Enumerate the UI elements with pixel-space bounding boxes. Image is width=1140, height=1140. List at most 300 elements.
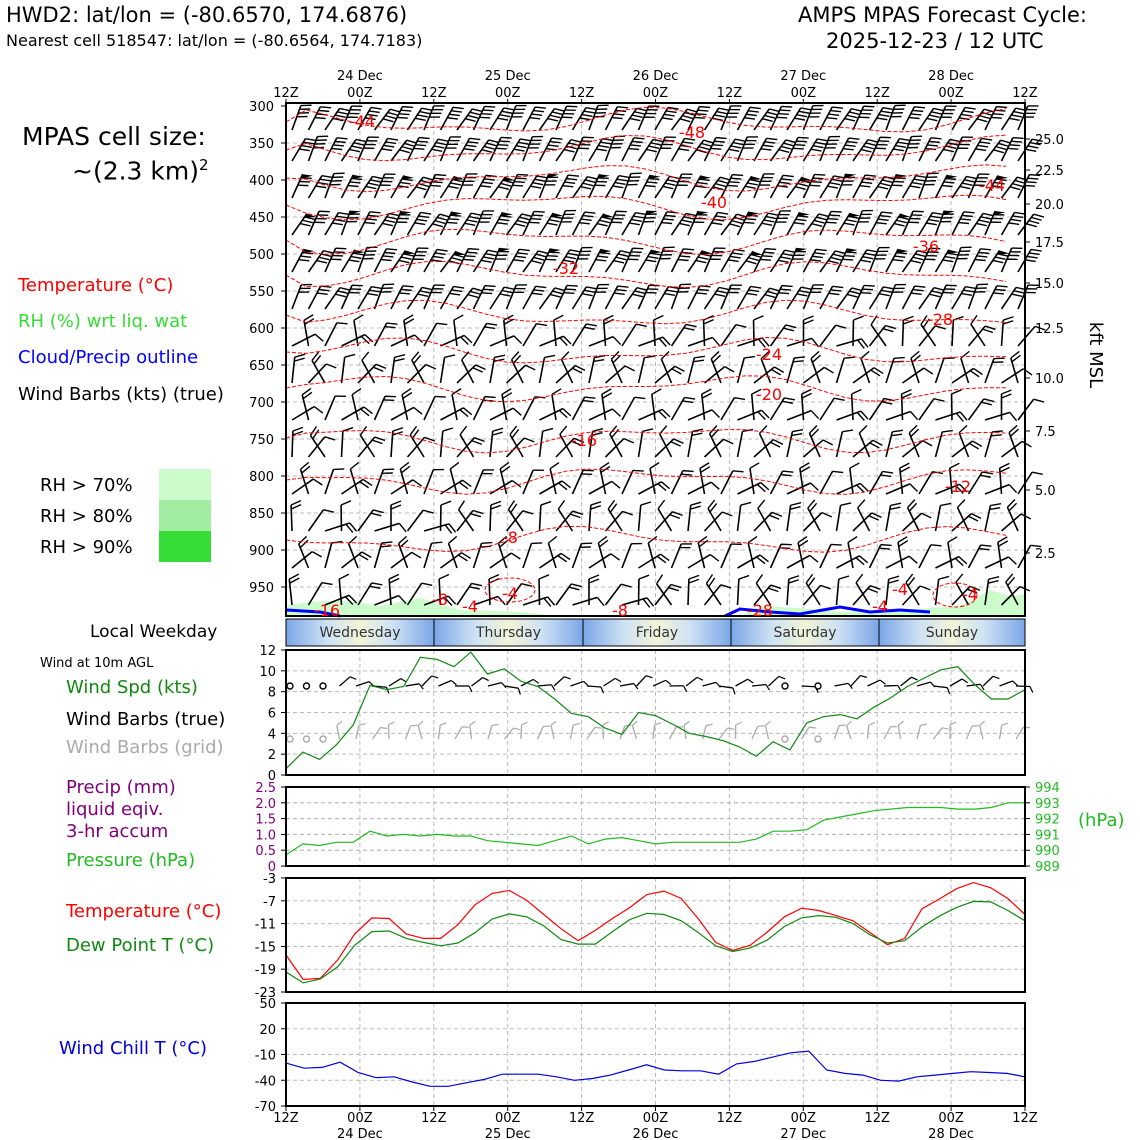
surface-barb — [1000, 680, 1018, 692]
calm-marker — [815, 736, 821, 742]
wind-barb — [606, 103, 629, 134]
wind-barb — [606, 247, 631, 277]
surface-barb-grid — [736, 722, 742, 739]
wind-barb — [540, 354, 556, 385]
wind-barb — [969, 245, 992, 276]
wind-barb — [573, 540, 593, 572]
wind-barb — [738, 501, 752, 532]
wind-barb — [408, 174, 434, 204]
wind-barb — [655, 104, 679, 135]
wind-barb — [754, 285, 780, 315]
height-tick-label: 5.0 — [1035, 484, 1056, 499]
surface-barb-grid — [765, 721, 775, 739]
bottom-time-label: 00Z — [494, 1111, 521, 1126]
wind-barb — [837, 338, 869, 356]
legend-rh90: RH > 90% — [40, 537, 133, 558]
wind-barb — [903, 103, 926, 134]
temperature-contour-label: -48 — [678, 123, 706, 142]
wind-barb — [804, 316, 814, 346]
legend-rh80: RH > 80% — [40, 506, 133, 527]
wind-barb — [573, 173, 598, 203]
top-time-label: 12Z — [716, 86, 743, 101]
weekday-bar — [286, 619, 1025, 646]
legend-precip-liquid: liquid eqiv. — [66, 799, 164, 820]
temperature-contour-label: -32 — [552, 259, 580, 278]
surface-barb-grid — [620, 723, 631, 741]
surface-barb-grid — [632, 721, 643, 739]
wind-barb — [771, 137, 797, 167]
weekday-name: Friday — [635, 625, 679, 641]
wind-barb — [474, 103, 496, 134]
wind-barb — [573, 209, 596, 240]
wind-barb — [507, 246, 530, 277]
surface-barb — [835, 683, 853, 692]
surface-barb — [917, 681, 935, 691]
data-series — [286, 652, 1025, 1086]
surface-barb — [703, 682, 721, 692]
wind-barb — [903, 208, 924, 239]
wind-barb — [523, 320, 547, 351]
wind-barb — [391, 173, 414, 203]
surface-barb-grid — [967, 723, 979, 741]
wind-barb — [408, 209, 432, 240]
wind-barb — [897, 537, 912, 568]
height-tick-label: 12.5 — [1035, 322, 1064, 337]
wind-barb — [501, 389, 516, 420]
wind-barb — [958, 425, 978, 457]
wind-barb — [837, 428, 853, 459]
top-time-label: 12Z — [273, 86, 299, 101]
pressure-tick-label: 750 — [249, 433, 274, 448]
wind-barb — [589, 246, 611, 276]
wind-barb — [919, 395, 944, 425]
surface-barb — [620, 683, 638, 692]
wind-barb — [787, 134, 809, 165]
wind-barb — [820, 395, 845, 426]
calm-marker — [320, 736, 326, 742]
wind-barb — [358, 361, 386, 390]
wind-barb — [738, 354, 755, 386]
calm-marker — [815, 683, 821, 689]
pressure-tick-label: 800 — [249, 470, 274, 485]
wind-barb — [389, 574, 401, 605]
wind-barb — [325, 539, 342, 571]
wind-barb — [688, 501, 701, 532]
bottom-date-label: 25 Dec — [484, 1127, 531, 1140]
wind-barb — [1002, 316, 1014, 347]
wind-barb — [886, 354, 905, 386]
wind-barb — [556, 363, 585, 391]
wind-barb — [985, 282, 1008, 313]
wind-barb — [1018, 396, 1044, 426]
wind-barb — [309, 247, 334, 277]
wind-barb — [837, 501, 852, 532]
wind-barb — [672, 394, 696, 425]
y-tick-label: -70 — [254, 1100, 276, 1115]
surface-barb-grid — [417, 721, 427, 739]
wind-barb — [738, 209, 760, 239]
top-time-label: 00Z — [642, 86, 669, 101]
height-tick-label: 25.0 — [1035, 133, 1064, 148]
bottom-time-label: 12Z — [421, 1111, 447, 1126]
legend-wind-barbs-grid: Wind Barbs (grid) — [66, 737, 224, 758]
wind-barb — [997, 537, 1011, 568]
wind-barb — [408, 507, 434, 537]
pressure-tick-label: 950 — [249, 581, 274, 596]
wind-barb — [424, 539, 442, 571]
wind-barb — [697, 536, 714, 568]
wind-barb — [606, 208, 627, 239]
wind-barb — [721, 467, 744, 498]
height-tick-label: 20.0 — [1035, 198, 1064, 213]
surface-barb — [884, 685, 901, 692]
wind-barb — [787, 210, 810, 240]
wind-barb — [292, 353, 305, 384]
wind-barb — [639, 354, 655, 385]
legend-pressure: Pressure (hPa) — [66, 850, 196, 871]
wind-barb — [490, 210, 513, 240]
temperature-contour-label: -12 — [944, 477, 972, 496]
surface-barb — [406, 683, 424, 692]
wind-barb — [860, 351, 879, 383]
surface-barb-grid — [835, 723, 846, 741]
wind-barb — [490, 501, 501, 531]
wind-barb — [747, 537, 763, 568]
bottom-time-label: 00Z — [790, 1111, 817, 1126]
wind-barb — [969, 106, 995, 136]
wind-barb — [424, 320, 447, 351]
wind-barb — [375, 466, 395, 498]
wind-barb — [622, 134, 645, 165]
y-tick-label-right: 991 — [1035, 828, 1060, 844]
y-tick-label: 6 — [267, 706, 276, 722]
temperature-contour — [286, 430, 1006, 453]
weekday-name: Saturday — [773, 625, 837, 641]
y-tick-label-right: 994 — [1035, 781, 1060, 796]
wind-barb — [969, 396, 995, 426]
wind-barb — [391, 282, 414, 313]
pressure-tick-label: 300 — [249, 100, 274, 115]
bottom-time-label: 12Z — [273, 1111, 299, 1126]
wind-barb — [936, 502, 952, 533]
wind-barb — [655, 208, 678, 239]
legend-dewpoint: Dew Point T (°C) — [66, 935, 215, 956]
surface-barb-grid — [505, 726, 520, 743]
wind-barb — [507, 171, 529, 202]
surface-barb-grid — [603, 722, 610, 739]
y-tick-label: -3 — [263, 872, 276, 887]
bottom-date-label: 28 Dec — [928, 1127, 975, 1140]
legend-temperature: Temperature (°C) — [18, 275, 174, 296]
nearest-cell-text: Nearest cell 518547: lat/lon = (-80.6564, 174.7183) — [6, 31, 423, 50]
surface-barb — [571, 680, 589, 691]
height-tick-label: 22.5 — [1035, 164, 1064, 179]
wind-barb — [672, 321, 697, 351]
y-tick-label-right: 992 — [1035, 812, 1060, 828]
temperature-contour-label: -28 — [926, 310, 954, 329]
wind-barb — [1018, 102, 1039, 134]
weekday-name: Wednesday — [319, 625, 401, 641]
wind-barb — [837, 246, 858, 277]
y-tick-label: 10 — [259, 664, 276, 680]
wind-barb — [622, 394, 645, 425]
wind-barb — [606, 436, 634, 464]
weekday-name: Thursday — [475, 625, 542, 641]
surface-barb — [637, 674, 653, 691]
wind-barb — [919, 468, 943, 499]
top-date-label: 26 Dec — [632, 69, 679, 84]
wind-barb — [721, 321, 746, 351]
wind-barb — [985, 428, 1003, 460]
weekday-label: Local Weekday — [90, 622, 218, 642]
wind-barb — [870, 395, 895, 425]
surface-barb-grid — [356, 722, 365, 740]
temperature-contour-label: -16 — [313, 601, 341, 620]
wind-barb — [787, 501, 801, 532]
bottom-time-label: 00Z — [347, 1111, 373, 1126]
y-tick-label: 12 — [259, 644, 276, 659]
wind-barb — [424, 211, 450, 241]
wind-barb — [801, 389, 813, 420]
legend-wind-speed: Wind Spd (kts) — [66, 677, 198, 698]
wind-barb — [441, 104, 464, 135]
cell-size-text: ~(2.3 km) — [72, 156, 199, 186]
wind-barb — [601, 389, 615, 420]
pressure-tick-label: 350 — [249, 137, 274, 152]
y-tick-label: -7 — [263, 894, 276, 910]
wind-barb — [301, 388, 318, 420]
wind-barb — [325, 284, 350, 314]
wind-barb — [556, 581, 582, 611]
wind-barb — [573, 321, 597, 352]
pressure-tick-label: 500 — [249, 248, 274, 263]
bottom-time-label: 12Z — [568, 1111, 595, 1126]
wind-barb — [622, 321, 647, 352]
legend-precip: Precip (mm) — [66, 777, 176, 798]
wind-barb — [608, 426, 631, 457]
wind-barb — [375, 106, 401, 136]
calm-marker — [782, 683, 788, 689]
height-tick-label: 17.5 — [1035, 236, 1064, 251]
wind-barb — [837, 354, 855, 386]
wind-barb — [523, 540, 542, 572]
surface-barb — [752, 684, 770, 692]
wind-barb — [540, 105, 565, 135]
temperature-contour-label: -4 — [962, 585, 978, 604]
wind-barb — [460, 352, 483, 383]
wind-barb — [701, 389, 714, 420]
wind-barb — [705, 209, 729, 240]
wind-barb — [299, 462, 318, 494]
wind-barb — [325, 319, 348, 350]
wind-barb — [474, 539, 493, 571]
wind-barb — [710, 351, 731, 383]
wind-barb — [375, 245, 398, 276]
wind-barb — [489, 575, 500, 605]
pressure-tick-label: 850 — [249, 507, 274, 522]
wind-barb — [457, 285, 483, 315]
wind-barb — [622, 284, 647, 314]
wind-barb — [655, 436, 684, 464]
surface-barb-grid — [571, 722, 580, 740]
wind-barb — [952, 316, 964, 346]
forecast-cycle-label: AMPS MPAS Forecast Cycle: — [798, 3, 1087, 27]
wind-barb — [952, 511, 981, 539]
wind-barb — [936, 172, 958, 202]
y-tick-label: 4 — [267, 727, 276, 743]
top-time-label: 00Z — [494, 86, 521, 101]
wind-barb — [474, 137, 500, 167]
surface-barb-grid — [469, 721, 477, 739]
wind-barb — [573, 394, 596, 425]
wind-barb — [936, 355, 955, 387]
wind-barb — [721, 211, 747, 241]
wind-barb — [738, 104, 761, 135]
wind-barb — [787, 428, 803, 459]
wind-barb — [787, 575, 799, 606]
legend-temperature-sfc: Temperature (°C) — [66, 901, 222, 922]
wind-barb — [457, 362, 486, 390]
wind-barb — [851, 390, 863, 420]
surface-barb-grid — [917, 723, 927, 741]
y-tick-label: -10 — [254, 1048, 276, 1064]
wind-barb — [985, 355, 1005, 387]
y-tick-label: 2 — [267, 748, 276, 764]
y-tick-label: 50 — [259, 997, 276, 1012]
y-tick-label: 20 — [259, 1022, 276, 1038]
top-date-label: 25 Dec — [484, 69, 531, 84]
wind-barb — [804, 211, 830, 241]
surface-barb — [455, 686, 472, 692]
wind-barb — [523, 248, 549, 278]
wind-barb — [853, 172, 876, 203]
wind-barb — [391, 427, 403, 458]
wind-barb — [403, 315, 417, 346]
legend-cloud: Cloud/Precip outline — [18, 347, 199, 368]
cell-size-sup: 2 — [199, 156, 209, 174]
y-tick-label: -40 — [254, 1074, 276, 1090]
wind-barb — [903, 511, 932, 539]
wind-barb — [999, 463, 1011, 494]
wind-barb — [886, 501, 901, 532]
wind-barb — [358, 208, 381, 239]
wind-barb — [639, 172, 661, 202]
temperature-contour-label: -4 — [502, 584, 518, 603]
wind-barb — [952, 104, 976, 135]
legend-precip-accum: 3-hr accum — [66, 821, 169, 842]
wind-barb — [951, 390, 962, 420]
wind-barb — [820, 283, 843, 314]
wind-barb — [947, 537, 962, 568]
wind-barb — [856, 500, 879, 531]
wind-barb — [820, 208, 842, 239]
wind-barb — [649, 463, 665, 494]
pressure-tick-label: 600 — [249, 322, 274, 337]
temperature-contour-label: -8 — [432, 590, 448, 609]
wind-barb — [309, 506, 334, 536]
surface-barb-grid — [538, 724, 551, 742]
top-date-label: 24 Dec — [336, 69, 383, 84]
y-tick-label-right: 989 — [1035, 860, 1060, 875]
wind-barb — [490, 353, 505, 384]
wind-barb — [391, 353, 405, 384]
wind-barb — [969, 542, 992, 573]
wind-barb — [449, 462, 466, 494]
temperature-contour-label: -20 — [755, 385, 783, 404]
y-tick-label: 2.5 — [255, 781, 276, 796]
height-tick-label: 15.0 — [1035, 277, 1064, 292]
y-tick-label: 2.0 — [255, 796, 276, 812]
station-title: HWD2: lat/lon = (-80.6570, 174.6876) — [6, 3, 408, 27]
surface-barb — [521, 678, 539, 691]
wind-barb — [853, 136, 878, 166]
surface-barb — [340, 675, 357, 691]
wind-barb — [540, 135, 563, 166]
pressure-unit-label: (hPa) — [1078, 810, 1125, 831]
wind-barb — [672, 245, 695, 276]
wind-barb — [309, 103, 332, 134]
y-tick-label: 1.0 — [255, 828, 276, 844]
wind-barb — [540, 501, 552, 531]
wind-barb — [886, 246, 908, 276]
height-tick-label: 7.5 — [1035, 425, 1056, 440]
wind-barb — [599, 463, 615, 494]
wind-barb — [754, 437, 783, 465]
wind-barb — [556, 136, 581, 166]
wind-barb — [289, 574, 302, 605]
bottom-time-label: 00Z — [642, 1111, 669, 1126]
calm-marker — [287, 683, 293, 689]
wind-barb — [738, 428, 754, 459]
wind-barb — [806, 500, 829, 531]
wind-barb — [908, 425, 929, 457]
wind-barb — [837, 285, 863, 315]
rh70-swatch — [159, 469, 211, 500]
wind-barb — [622, 245, 643, 276]
surface-barb — [736, 678, 754, 691]
wind-barb — [936, 575, 950, 606]
weekday-name: Sunday — [925, 625, 979, 641]
surface-barb-grid — [979, 721, 989, 739]
temperature-contour-label: -40 — [700, 193, 728, 212]
wind-barb — [325, 134, 348, 165]
y-tick-label: 0 — [267, 769, 276, 784]
legend-rh: RH (%) wrt liq. wat — [18, 311, 188, 332]
wind-barb — [837, 135, 860, 166]
pressure-tick-label: 900 — [249, 544, 274, 559]
pressure-tick-label: 650 — [249, 359, 274, 374]
wind-barb — [699, 463, 714, 494]
temperature-contour-label: -8 — [502, 528, 518, 547]
temperature-contour-label: -44 — [978, 176, 1006, 195]
wind-barb — [810, 351, 830, 383]
surface-barb-grid — [898, 721, 907, 739]
height-axis-label: kft MSL — [1085, 321, 1106, 389]
wind-barb — [358, 507, 384, 537]
surface-barb-grid — [752, 723, 764, 741]
temperature-contour-label: -4 — [462, 597, 478, 616]
pressure-tick-label: 700 — [249, 396, 274, 411]
top-time-label: 12Z — [864, 86, 890, 101]
wind-barb — [658, 426, 681, 457]
wind-barb — [870, 134, 891, 165]
top-time-label: 00Z — [938, 86, 964, 101]
temperature-contour-label: -4 — [872, 597, 888, 616]
surface-barb-grid — [846, 721, 857, 739]
wind-barb — [589, 575, 599, 605]
y-tick-label-right: 990 — [1035, 844, 1060, 860]
wind-barb — [589, 354, 605, 385]
